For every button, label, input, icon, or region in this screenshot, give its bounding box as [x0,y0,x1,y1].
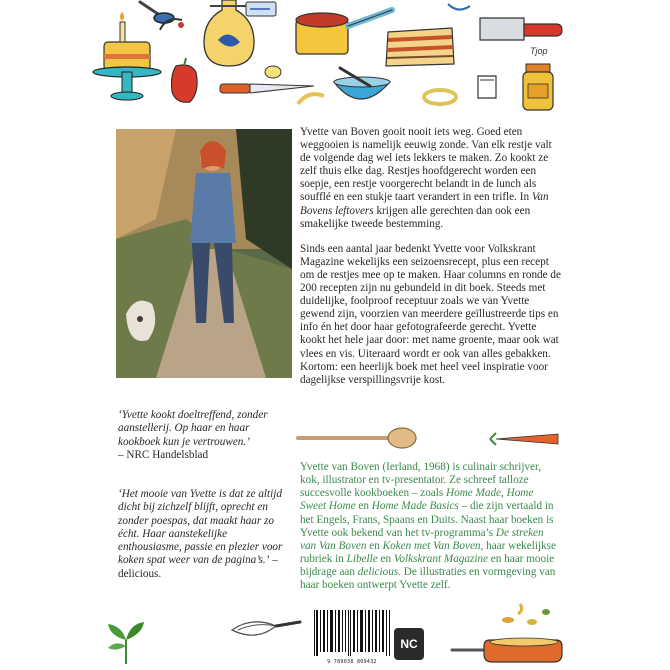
bio-title: delicious [357,566,399,579]
review-quote-nrc [118,409,290,462]
barcode [312,610,392,665]
barcode-number: 9 789038 809432 [327,659,377,665]
saucepan-icon [292,6,396,58]
cleaver-icon [474,8,564,62]
quote-text: ‘Het mooie van Yvette is dat ze altijd dicht bij zichzelf blijft, oprecht en zonder poespas, dat maakt haar zo écht. Haar aanstekelijke enthousiasme, passie en plezier voor koken spat weer van de pagina’s.’ [118,488,283,567]
book-description [300,126,562,399]
publisher-logo: NC [394,628,424,660]
cleaver-label: Tjop [530,46,548,56]
pasta-rings-icon [420,86,460,108]
bio-text: , haar wekelijkse rubriek in [300,539,556,566]
description-p1-text: Yvette van Boven gooit nooit iets weg. Goed eten weggooien is namelijk eeuwig zonde. Van elk restje valt de volgende dag wel iets lekkers te maken. Zo kookt ze zelf thuis elke dag. Restjes hoofdgerecht worden een soepje, een restje voorgerecht belandt in de lunch als soufflé en een stukje taart verandert in een trifle. In [300,126,552,204]
quote-source: – NRC Handelsblad [118,448,209,461]
book-title-inline: Van Bovens leftovers [300,191,549,217]
bio-title: Volkskrant Magazine [393,553,488,566]
bio-text: en haar mooie bijdrage aan [300,553,555,579]
bio-title: De streken van Van Boven [300,526,544,552]
bio-title: Libelle [346,553,378,566]
bio-text: , [501,487,507,500]
whisk-icon [228,616,302,646]
label-tag-icon [244,0,278,22]
bio-title: Koken met Van Boven [382,539,481,552]
bio-text: Yvette van Boven (Ierland, 1968) is culinair schrijver, kok, illustrator en tv-presentator. Ze schreef talloze succesvolle kookboeken – zoals [300,461,542,500]
author-photo [116,129,292,378]
bio-text: – die zijn vertaald in het Engels, Frans, Spaans en Duits. Naast haar boeken is Yvette ook bekend van het tv-programma’s [300,500,554,539]
author-bio [300,461,562,593]
pasta-icon [294,88,328,110]
carrot-icon [488,428,568,450]
wooden-spoon-icon [296,424,420,454]
bio-title: Home Made [446,487,502,500]
description-paragraph-2: Sinds een aantal jaar bedenkt Yvette voor Volkskrant Magazine wekelijks een seizoensrecept, plus een recept om de restjes mee op te maken. Haar columns en ronde de 200 recepten zijn nu gebundeld in dit boek. Steeds met duidelijke, foolproof receptuur zoals we van Yvette gewend zijn, voorzien van meerdere geïllustreerde tips en info én het door haar gefotografeerde gerecht. Yvette kookt het hele jaar door: met name groente, maar ook wat vlees en vis. Uiteraard wordt er ook van alles gebakken. Kortom: een heerlijk boek met heel veel inspiratie voor dagelijkse verspillingsvrije kost. [300,242,561,386]
leaf-icon [444,0,474,18]
bio-title: Home Made Basics [371,500,459,513]
parsley-icon [104,620,148,666]
bio-text: en [377,553,394,566]
bio-text: en [355,500,372,513]
quote-text: ‘Yvette kookt doeltreffend, zonder aanstellerij. Op haar en haar kookboek kun je vertrouwen.’ [118,409,268,448]
jam-jar-icon [520,62,556,112]
tomato-icon [474,72,500,102]
review-quote-delicious [118,488,290,581]
lemon-slice-icon [262,62,284,82]
bio-title: Home Sweet Home [300,487,534,513]
baking-pan-icon [450,600,566,668]
lasagna-icon [382,20,458,70]
description-paragraph-1 [300,126,562,231]
chili-pepper-icon [168,56,202,106]
bio-paragraph [300,461,562,593]
bio-text: en [366,539,383,552]
description-p1-end: krijgen alle gerechten dan ook een smakelijke tweede bestemming. [300,204,531,230]
herb-bowl-icon [330,64,392,110]
quote-source: – delicious. [118,554,278,580]
bio-text: . De illustraties en vormgeving van haar boeken ontwerpt Yvette zelf. [300,566,556,592]
